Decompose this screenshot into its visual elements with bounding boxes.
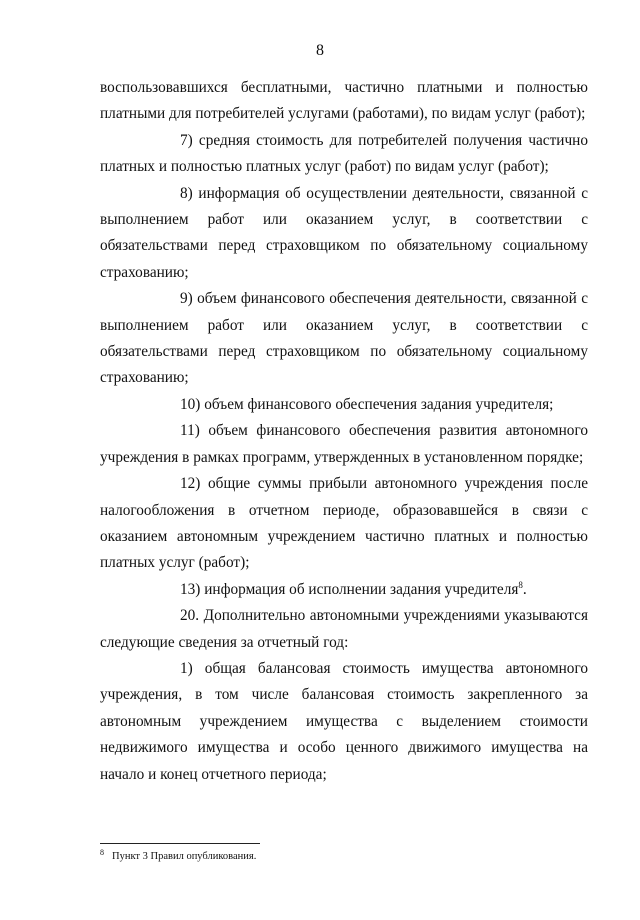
section-20 xyxy=(100,603,588,656)
list-number: 7) xyxy=(180,131,193,149)
paragraph-text: средняя стоимость для потребителей получения частично платных и полностью платных услуг (работ) по видам услуг (работ); xyxy=(100,131,588,176)
list-number: 1) xyxy=(180,659,193,677)
page-number: 8 xyxy=(316,42,324,59)
list-number: 13) xyxy=(180,580,201,598)
paragraph-text: общие суммы прибыли автономного учреждения после налогообложения в отчетном периоде, образовавшейся в связи с оказанием автономным учреждением частично платных и полностью платных услуг (работ); xyxy=(100,475,588,572)
list-item-11 xyxy=(100,418,588,471)
paragraph-text: воспользовавшихся бесплатными, частично платными и полностью платными для потребителей услугами (работами), по видам услуг (работ); xyxy=(100,79,588,123)
footnote-reference: 8 xyxy=(518,579,523,590)
list-item-1 xyxy=(100,656,588,788)
list-number: 8) xyxy=(180,184,193,202)
paragraph-text: информация об исполнении задания учредителя xyxy=(204,580,519,598)
paragraph-text: объем финансового обеспечения деятельности, связанной с выполнением работ или оказанием услуг, в соответствии с обязательствами перед страховщиком по обязательному социальному страхованию; xyxy=(100,290,588,387)
list-item-7 xyxy=(100,128,588,181)
paragraph-text: общая балансовая стоимость имущества автономного учреждения, в том числе балансовая стоимость закрепленного за автономным учреждением имущества с выделением стоимости недвижимого имущества и особо ценного движимого имущества на начало и конец отчетного периода; xyxy=(100,659,588,783)
list-number: 11) xyxy=(180,422,200,440)
footnote: 8 Пункт 3 Правил опубликования. xyxy=(100,847,257,862)
paragraph-tail: . xyxy=(522,580,527,598)
paragraph-text: информация об осуществлении деятельности, связанной с выполнением работ или оказанием услуг, в соответствии с обязательствами перед страховщиком по обязательному социальному страхованию; xyxy=(100,184,588,281)
footnote-divider xyxy=(100,843,260,844)
paragraph-text: объем финансового обеспечения развития автономного учреждения в рамках программ, утвержденных в установленном порядке; xyxy=(100,422,588,466)
list-number: 12) xyxy=(180,475,201,493)
document-body xyxy=(100,75,588,788)
list-item-12 xyxy=(100,471,588,577)
paragraph-text: Дополнительно автономными учреждениями указываются следующие сведения за отчетный год: xyxy=(100,607,588,651)
list-item-9 xyxy=(100,286,588,392)
list-number: 9) xyxy=(180,290,193,308)
list-number: 10) xyxy=(180,395,201,413)
list-item-8 xyxy=(100,181,588,287)
paragraph-text: объем финансового обеспечения задания учредителя; xyxy=(204,395,554,413)
list-item-13 xyxy=(100,577,588,603)
section-number: 20. xyxy=(180,607,200,625)
footnote-text: Пункт 3 Правил опубликования. xyxy=(112,851,257,862)
list-item-10 xyxy=(100,392,588,418)
paragraph-continuation xyxy=(100,75,588,128)
